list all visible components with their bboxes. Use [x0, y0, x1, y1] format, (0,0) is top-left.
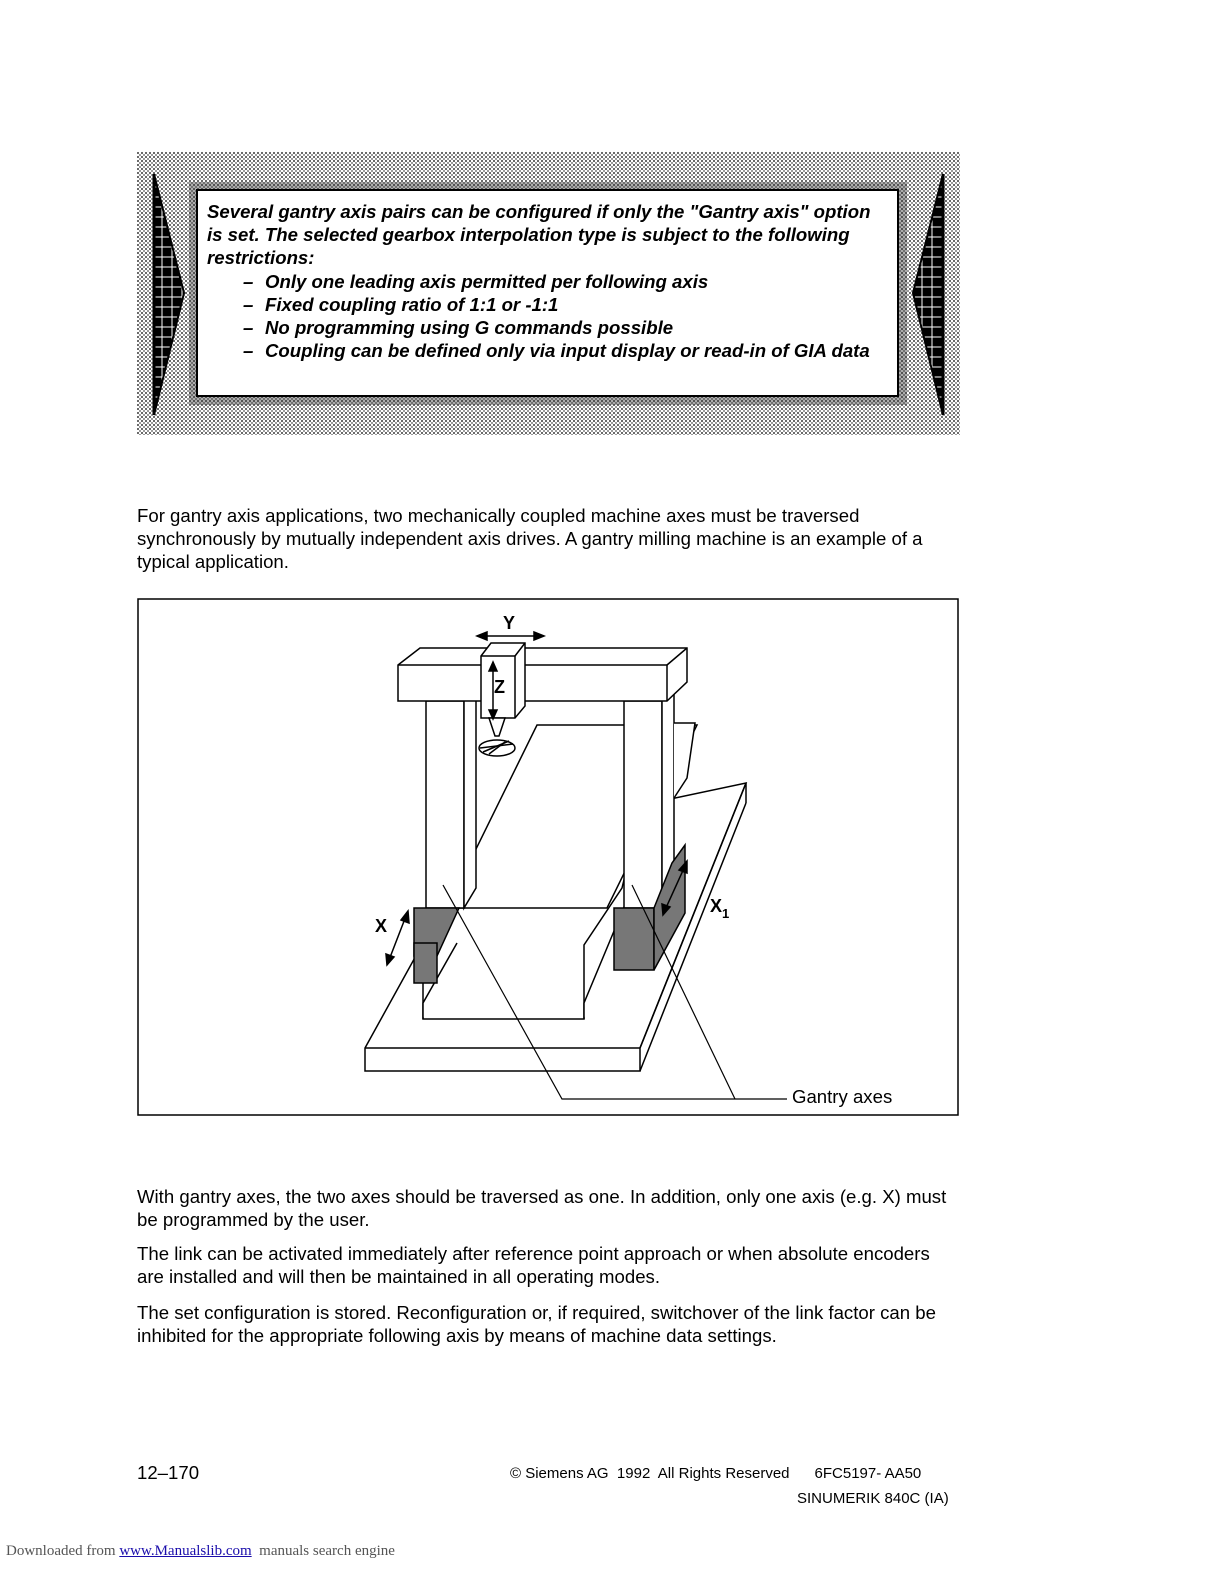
gantry-machine-diagram	[137, 598, 959, 1116]
notice-intro: Several gantry axis pairs can be configured if only the "Gantry axis" option is set. The selected gearbox interpolation type is subject to the following restrictions:	[207, 201, 871, 269]
download-suffix: manuals search engine	[251, 1543, 395, 1559]
right-column	[624, 701, 662, 908]
paragraph-link-activation: The link can be activated immediately after reference point approach or when absolute encoders are installed and will then be maintained in all operating modes.	[137, 1243, 930, 1288]
page-number: 12–170	[137, 1462, 200, 1483]
paragraph-intro: For gantry axis applications, two mechanically coupled machine axes must be traversed synchronously by mutually independent axis drives. A gantry milling machine is an example of a typical application.	[137, 505, 923, 573]
crossbeam	[398, 648, 687, 701]
notice-box	[137, 152, 960, 435]
left-column	[426, 701, 464, 908]
restriction-list	[207, 270, 887, 363]
footer-copyright: © Siemens AG 1992 All Rights Reserved 6FC5197- AA50	[510, 1465, 922, 1482]
gantry-figure	[137, 598, 959, 1116]
restriction-item: – Coupling can be defined only via input display or read-in of GIA data	[207, 339, 887, 362]
paragraph-gantry-axes: With gantry axes, the two axes should be traversed as one. In addition, only one axis (e.g. X) must be programmed by the user.	[137, 1186, 947, 1231]
label-z: Z	[494, 677, 505, 697]
restriction-item: – No programming using G commands possible	[207, 316, 887, 339]
download-banner	[6, 1543, 395, 1560]
manualslib-link[interactable]: www.Manualslib.com	[119, 1543, 252, 1559]
label-x: X	[375, 916, 388, 936]
label-x1-main: X	[710, 896, 723, 916]
label-y: Y	[503, 613, 516, 633]
restriction-item: – Fixed coupling ratio of 1:1 or -1:1	[207, 293, 887, 316]
restriction-item: – Only one leading axis permitted per following axis	[207, 270, 887, 293]
label-gantry-axes: Gantry axes	[792, 1086, 893, 1107]
download-prefix: Downloaded from	[6, 1543, 120, 1559]
footer-model: SINUMERIK 840C (IA)	[797, 1490, 949, 1507]
notice-text	[196, 189, 899, 397]
label-x1-subscript: 1	[722, 906, 730, 921]
paragraph-configuration: The set configuration is stored. Reconfiguration or, if required, switchover of the link factor can be inhibited for the appropriate following axis by means of machine data settings.	[137, 1302, 936, 1347]
